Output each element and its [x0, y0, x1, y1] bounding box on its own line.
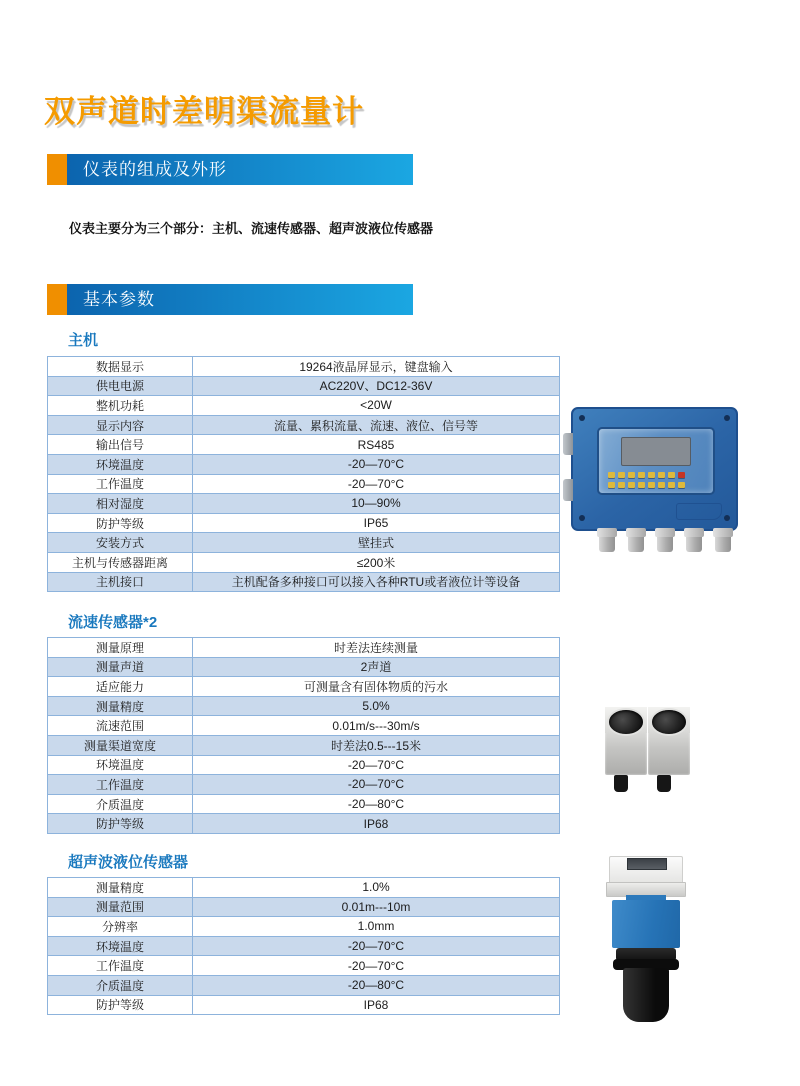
- param-name: 介质温度: [48, 975, 193, 995]
- key-button-red: [678, 472, 685, 478]
- transducer-barrel: [623, 968, 669, 1022]
- transducer-face: [609, 710, 643, 734]
- param-value: 时差法连续测量: [193, 638, 560, 658]
- sensor-block: [605, 707, 647, 775]
- table-row: [48, 454, 560, 474]
- param-value: IP68: [193, 995, 560, 1015]
- cable-gland: [657, 528, 673, 552]
- param-value: -20—80°C: [193, 794, 560, 814]
- table-row: [48, 775, 560, 795]
- table-row: [48, 936, 560, 956]
- table-row: [48, 878, 560, 898]
- table-row: [48, 975, 560, 995]
- velocity-sensor-product-image: [605, 707, 693, 799]
- converter-product-image: [571, 407, 738, 531]
- key-button: [628, 482, 635, 488]
- screw-icon: [724, 515, 730, 521]
- param-name: 输出信号: [48, 435, 193, 455]
- param-name: 测量声道: [48, 657, 193, 677]
- subsection-title-velocity-sensor: 流速传感器*2: [68, 614, 158, 631]
- param-value: -20—70°C: [193, 454, 560, 474]
- table-row: [48, 956, 560, 976]
- param-value: -20—70°C: [193, 956, 560, 976]
- section-banner-label: 仪表的组成及外形: [67, 154, 413, 185]
- sensor-stub: [614, 775, 628, 792]
- param-value: -20—70°C: [193, 755, 560, 775]
- section-banner-label: 基本参数: [67, 284, 413, 315]
- param-name: 防护等级: [48, 995, 193, 1015]
- table-row: [48, 716, 560, 736]
- table-row: [48, 995, 560, 1015]
- param-name: 环境温度: [48, 755, 193, 775]
- param-name: 防护等级: [48, 513, 193, 533]
- table-row: [48, 513, 560, 533]
- param-value: IP68: [193, 814, 560, 834]
- param-value: 壁挂式: [193, 533, 560, 553]
- sensor-stub: [657, 775, 671, 792]
- key-button: [678, 482, 685, 488]
- param-value: 0.01m---10m: [193, 897, 560, 917]
- table-row: [48, 435, 560, 455]
- param-value: 可测量含有固体物质的污水: [193, 677, 560, 697]
- cap-display-window: [627, 858, 667, 870]
- param-name: 主机接口: [48, 572, 193, 592]
- table-row: [48, 572, 560, 592]
- param-value: 2声道: [193, 657, 560, 677]
- param-value: AC220V、DC12-36V: [193, 376, 560, 396]
- key-button: [648, 472, 655, 478]
- banner-orange-accent: [47, 284, 67, 315]
- param-name: 测量渠道宽度: [48, 735, 193, 755]
- param-value: ≤200米: [193, 552, 560, 572]
- param-name: 整机功耗: [48, 396, 193, 416]
- key-button: [638, 472, 645, 478]
- spec-table-level-sensor: [47, 877, 560, 1015]
- table-row: [48, 396, 560, 416]
- table-row: [48, 696, 560, 716]
- hinge-tab: [563, 433, 573, 455]
- key-button: [668, 472, 675, 478]
- key-button: [658, 482, 665, 488]
- param-value: 时差法0.5---15米: [193, 735, 560, 755]
- param-value: 0.01m/s---30m/s: [193, 716, 560, 736]
- param-name: 测量原理: [48, 638, 193, 658]
- spec-table-velocity-sensor: [47, 637, 560, 834]
- param-name: 测量精度: [48, 696, 193, 716]
- level-sensor-product-image: [606, 856, 686, 1024]
- param-value: 1.0mm: [193, 917, 560, 937]
- table-row: [48, 917, 560, 937]
- param-name: 介质温度: [48, 794, 193, 814]
- spec-table-host: [47, 356, 560, 592]
- param-value: 流量、累积流量、流速、液位、信号等: [193, 415, 560, 435]
- param-name: 测量范围: [48, 897, 193, 917]
- table-row: [48, 814, 560, 834]
- param-name: 工作温度: [48, 775, 193, 795]
- param-name: 分辨率: [48, 917, 193, 937]
- key-button: [658, 472, 665, 478]
- table-row: [48, 657, 560, 677]
- param-name: 环境温度: [48, 454, 193, 474]
- section-banner-basic-params: [47, 284, 413, 315]
- screw-icon: [724, 415, 730, 421]
- subsection-title-level-sensor: 超声波液位传感器: [68, 854, 189, 871]
- display-window: [597, 427, 715, 495]
- param-value: IP65: [193, 513, 560, 533]
- subsection-title-host: 主机: [68, 332, 99, 349]
- param-value: 5.0%: [193, 696, 560, 716]
- param-name: 适应能力: [48, 677, 193, 697]
- key-button: [628, 472, 635, 478]
- param-name: 测量精度: [48, 878, 193, 898]
- keypad-row: [608, 472, 685, 478]
- cable-gland: [628, 528, 644, 552]
- param-name: 环境温度: [48, 936, 193, 956]
- transducer-face: [652, 710, 686, 734]
- table-row: [48, 677, 560, 697]
- hinge-tab: [563, 479, 573, 501]
- banner-orange-accent: [47, 154, 67, 185]
- cable-gland: [599, 528, 615, 552]
- sensor-body: [612, 900, 680, 948]
- cable-gland: [715, 528, 731, 552]
- param-value: <20W: [193, 396, 560, 416]
- cable-glands: [599, 528, 731, 552]
- param-name: 安装方式: [48, 533, 193, 553]
- param-name: 防护等级: [48, 814, 193, 834]
- cable-gland: [686, 528, 702, 552]
- table-row: [48, 533, 560, 553]
- param-name: 工作温度: [48, 956, 193, 976]
- table-row: [48, 735, 560, 755]
- param-name: 流速范围: [48, 716, 193, 736]
- table-row: [48, 415, 560, 435]
- table-row: [48, 376, 560, 396]
- sensor-block: [648, 707, 690, 775]
- lcd-screen: [621, 437, 691, 466]
- param-value: -20—70°C: [193, 936, 560, 956]
- table-row: [48, 494, 560, 514]
- page-title: 双声道时差明渠流量计: [44, 94, 364, 129]
- key-button: [648, 482, 655, 488]
- param-name: 主机与传感器距离: [48, 552, 193, 572]
- key-button: [618, 482, 625, 488]
- param-name: 相对湿度: [48, 494, 193, 514]
- param-value: -20—70°C: [193, 474, 560, 494]
- param-name: 数据显示: [48, 357, 193, 377]
- param-value: 1.0%: [193, 878, 560, 898]
- param-name: 工作温度: [48, 474, 193, 494]
- param-name: 供电电源: [48, 376, 193, 396]
- param-name: 显示内容: [48, 415, 193, 435]
- param-value: 10—90%: [193, 494, 560, 514]
- key-button: [608, 472, 615, 478]
- table-row: [48, 357, 560, 377]
- table-row: [48, 897, 560, 917]
- key-button: [638, 482, 645, 488]
- screw-icon: [579, 515, 585, 521]
- section-banner-composition: [47, 154, 413, 185]
- table-row: [48, 794, 560, 814]
- table-row: [48, 474, 560, 494]
- keypad-row: [608, 482, 685, 488]
- param-value: 主机配备多种接口可以接入各种RTU或者液位计等设备: [193, 572, 560, 592]
- key-button: [608, 482, 615, 488]
- param-value: -20—80°C: [193, 975, 560, 995]
- param-value: 19264液晶屏显示，键盘输入: [193, 357, 560, 377]
- screw-icon: [579, 415, 585, 421]
- param-value: RS485: [193, 435, 560, 455]
- table-row: [48, 755, 560, 775]
- table-row: [48, 638, 560, 658]
- param-value: -20—70°C: [193, 775, 560, 795]
- key-button: [668, 482, 675, 488]
- intro-text: 仪表主要分为三个部分：主机、流速传感器、超声波液位传感器: [69, 221, 434, 236]
- key-button: [618, 472, 625, 478]
- table-row: [48, 552, 560, 572]
- label-slot: [676, 503, 722, 520]
